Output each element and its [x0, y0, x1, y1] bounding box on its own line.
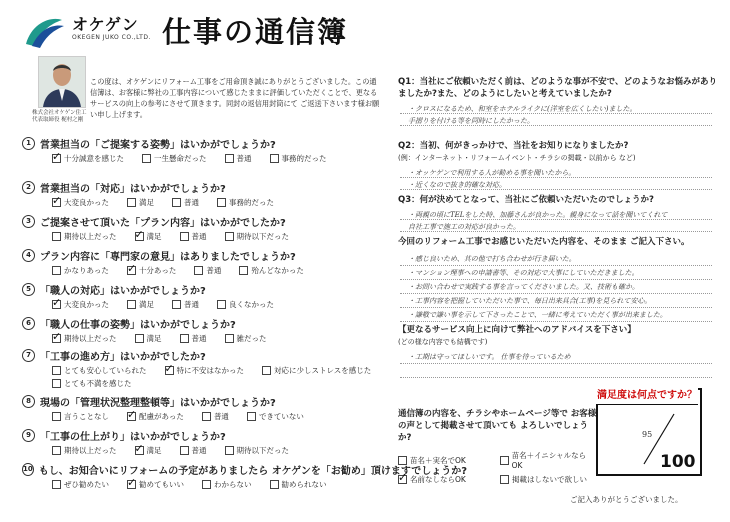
section-title: [22, 214, 372, 229]
option-label: できていない: [258, 412, 304, 421]
option-label: 配慮があった: [139, 412, 184, 421]
checkbox[interactable]: [165, 366, 174, 375]
option-label: ぜひ勧めたい: [64, 480, 109, 489]
survey-section: [22, 348, 372, 389]
section-title-text: 営業担当の「対応」はいかがでしょうか?: [40, 184, 226, 195]
survey-section: [22, 214, 372, 242]
option-label: 満足: [146, 334, 162, 343]
checkbox[interactable]: [127, 198, 136, 207]
checkbox[interactable]: [52, 446, 61, 455]
option[interactable]: [135, 333, 162, 344]
section-options: [52, 445, 372, 456]
option[interactable]: [180, 333, 207, 344]
section-options: [52, 299, 372, 310]
answer-line: [400, 230, 712, 232]
checkbox[interactable]: [202, 480, 211, 489]
option[interactable]: [52, 231, 117, 242]
option[interactable]: [52, 378, 132, 389]
survey-section: [22, 248, 372, 276]
answer-line: [400, 176, 712, 178]
option-label: 良くなかった: [229, 300, 274, 309]
checkbox[interactable]: [52, 300, 61, 309]
advice-title: [398, 324, 718, 348]
option-label: 普通: [206, 266, 222, 275]
checkbox[interactable]: [52, 154, 61, 163]
option-label: 普通: [236, 154, 252, 163]
option-label: 普通: [184, 198, 199, 207]
option-label: 満足: [139, 300, 154, 309]
option-label: 言うことなし: [64, 412, 109, 421]
checkbox[interactable]: [52, 480, 61, 489]
option-label: 事務的だった: [229, 198, 274, 207]
option-label: 十分誠意を感じた: [64, 154, 124, 163]
option[interactable]: [127, 479, 184, 490]
q1-answer: ・クロスになるため、和室をホテルライクに(洋室を広くしたい)ました。: [408, 105, 637, 113]
section-options: [52, 479, 372, 490]
section-title: [22, 394, 372, 409]
section-number: 3: [22, 215, 35, 228]
publish-option[interactable]: [398, 450, 490, 470]
company-logo-icon: [22, 14, 66, 50]
option[interactable]: [52, 479, 109, 490]
checkbox[interactable]: [52, 379, 61, 388]
option[interactable]: [127, 197, 154, 208]
checkbox[interactable]: [180, 446, 189, 455]
option[interactable]: [52, 445, 117, 456]
publish-option-label: 苗名＋実名でOK: [410, 455, 466, 465]
option[interactable]: [270, 479, 327, 490]
option-label: 普通: [191, 232, 207, 241]
section-options: [52, 197, 372, 208]
option-label: 期待以上だった: [64, 334, 117, 343]
checkbox[interactable]: [247, 412, 256, 421]
advice-answer: ・工期は守ってほしいです。 仕事を待っているため: [408, 353, 571, 361]
publish-option[interactable]: [398, 474, 490, 485]
publish-question: 通信簿の内容を、チラシやホームページ等で お客様の声として掲載させて頂いても よろしいでしょうか?: [398, 409, 597, 443]
section-title-text: 「工事の進め方」はいかがでしたか?: [40, 352, 206, 363]
option-label: 期待以上だった: [64, 232, 117, 241]
impression-line: ・工事内容を把握していただいた事で、毎日出来具合(工事)を見られて安心。: [408, 297, 652, 305]
option-label: 期待以下だった: [236, 232, 289, 241]
section-options: [52, 365, 372, 389]
option-label: かなりあった: [64, 266, 109, 275]
checkbox[interactable]: [194, 266, 203, 275]
q1-answer-2: 手摺りを付ける等を同時にしたかった。: [408, 117, 534, 125]
option-label: 殆んどなかった: [251, 266, 304, 275]
question-q2: [398, 140, 718, 164]
score-title: 満足度は何点ですか？: [596, 388, 698, 405]
q3-answer: ・両親の頃にTELをした時、加藤さんが良かった。親身になって話を聞いてくれて: [408, 211, 668, 219]
publish-option[interactable]: [500, 474, 592, 485]
option-label: 満足: [139, 198, 154, 207]
option-label: 特に不安はなかった: [176, 366, 244, 375]
option[interactable]: [217, 299, 274, 310]
option-label: 普通: [213, 412, 229, 421]
option-label: 普通: [184, 300, 199, 309]
option[interactable]: [165, 365, 245, 376]
q2-text: Q2：当初、何がきっかけで、当社をお知りになりましたか?: [398, 141, 629, 151]
option-label: 雑だった: [236, 334, 267, 343]
page-title: 仕事の通信簿: [162, 15, 349, 49]
section-options: [52, 333, 372, 344]
checkbox[interactable]: [225, 446, 234, 455]
section-title-text: プラン内容に「専門家の意見」はありましたでしょうか?: [40, 252, 296, 263]
option[interactable]: [52, 197, 109, 208]
answer-line: [400, 218, 712, 220]
publish-options: [398, 450, 598, 485]
option[interactable]: [52, 299, 109, 310]
publish-option[interactable]: [500, 450, 592, 470]
option[interactable]: [135, 445, 162, 456]
checkbox[interactable]: [127, 480, 136, 489]
answer-line: [400, 124, 712, 126]
option[interactable]: [135, 231, 162, 242]
section-number: 8: [22, 395, 35, 408]
option[interactable]: [127, 265, 176, 276]
option-label: 満足: [146, 232, 162, 241]
section-title: [22, 428, 372, 443]
checkbox[interactable]: [217, 300, 226, 309]
section-number: 10: [22, 463, 34, 476]
checkbox[interactable]: [127, 412, 136, 421]
option[interactable]: [52, 411, 109, 422]
q2-subtext: (例：インターネット・リフォームイベント・チラシの掲載・以前から など): [398, 154, 636, 162]
section-title-text: 「職人の対応」はいかがでしょうか?: [40, 286, 206, 297]
option-label: 期待以下だった: [236, 446, 289, 455]
q3-answer-2: 自社工事で施工の対応が良かった。: [408, 223, 520, 231]
checkbox[interactable]: [398, 456, 407, 465]
answer-line: [400, 362, 712, 364]
intro-text: この度は、オケゲンにリフォーム工事をご用命頂き誠にありがとうございました。この通信簿は、お客様に弊社の工事内容について感じたままに評価していただくことで、更なるサービスの向上の参考にさせて頂きます。同封の返信用封筒にて ご返送下さいます様お願い申し上げます。: [90, 77, 380, 119]
section-title: [22, 348, 372, 363]
checkbox[interactable]: [217, 198, 226, 207]
option[interactable]: [52, 265, 109, 276]
checkbox[interactable]: [135, 446, 144, 455]
section-title-text: 営業担当の「ご提案する姿勢」はいかがでしょうか?: [40, 140, 276, 151]
impression-prompt: 今回のリフォーム工事でお感じいただいた内容を、そのまま ご記入下さい。: [398, 237, 690, 247]
answer-line: [400, 188, 712, 190]
section-number: 2: [22, 181, 35, 194]
option[interactable]: [202, 479, 252, 490]
checkbox[interactable]: [500, 456, 509, 465]
section-title-text: もし、お知合いにリフォームの予定がありましたら オケゲンを「お勧め」頂けますでしょうか?: [38, 466, 468, 477]
section-title-text: 「職人の仕事の姿勢」はいかがでしょうか?: [40, 320, 236, 331]
option[interactable]: [262, 365, 371, 376]
checkbox[interactable]: [127, 266, 136, 275]
option[interactable]: [225, 445, 290, 456]
survey-section: [22, 394, 372, 422]
section-number: 5: [22, 283, 35, 296]
answer-line: [400, 278, 712, 280]
option-label: とても不満を感じた: [64, 379, 132, 388]
question-q1: Q1：当社にご依頼いただく前は、どのような事が不安で、どのようなお悩みがありましたか?また、どのようにしたいと考えていましたか?: [398, 77, 717, 99]
option-label: 満足: [146, 446, 162, 455]
company-subname: OKEGEN JUKO CO.,LTD.: [72, 34, 151, 41]
option-label: 事務的だった: [281, 154, 327, 163]
section-options: [52, 231, 372, 242]
checkbox[interactable]: [180, 232, 189, 241]
checkbox[interactable]: [52, 232, 61, 241]
option-label: 対応に少しストレスを感じた: [274, 366, 372, 375]
survey-section: [22, 428, 372, 456]
option[interactable]: [52, 365, 147, 376]
option[interactable]: [225, 231, 290, 242]
president-role: 株式会社オケゲン住工: [32, 110, 87, 116]
impression-line: ・マンション理事への申請書等、その対応で大事にしていただきました。: [408, 269, 639, 277]
checkbox[interactable]: [202, 412, 211, 421]
option[interactable]: [225, 333, 267, 344]
option-label: 十分あった: [138, 266, 177, 275]
option[interactable]: [239, 265, 304, 276]
section-number: 9: [22, 429, 35, 442]
checkbox[interactable]: [52, 198, 61, 207]
checkbox[interactable]: [500, 475, 509, 484]
score-value[interactable]: 95: [642, 430, 653, 439]
president-name: 梶村之剛: [61, 117, 84, 123]
section-number: 7: [22, 349, 35, 362]
section-title: [22, 282, 372, 297]
answer-line: [400, 320, 712, 322]
section-title-text: 現場の「管理状況整理整頓等」はいかがでしょうか?: [40, 398, 276, 409]
section-options: [52, 265, 372, 276]
section-options: [52, 153, 372, 164]
answer-line: [400, 292, 712, 294]
score-max: 100: [660, 452, 696, 472]
option-label: 大変良かった: [64, 300, 109, 309]
survey-section: [22, 316, 372, 344]
checkbox[interactable]: [52, 266, 61, 275]
option-label: 大変良かった: [64, 198, 109, 207]
checkbox[interactable]: [127, 300, 136, 309]
option[interactable]: [52, 333, 117, 344]
checkbox[interactable]: [52, 366, 61, 375]
section-number: 6: [22, 317, 35, 330]
publish-option-label: 苗名＋イニシャルならOK: [511, 451, 587, 470]
checkbox[interactable]: [142, 154, 151, 163]
option[interactable]: [225, 153, 252, 164]
section-title: [22, 136, 372, 151]
option[interactable]: [217, 197, 274, 208]
checkbox[interactable]: [225, 154, 234, 163]
option[interactable]: [52, 153, 124, 164]
section-title: [22, 248, 372, 263]
checkbox[interactable]: [172, 198, 181, 207]
checkbox[interactable]: [52, 412, 61, 421]
section-title: [22, 180, 372, 195]
closing-text: ご記入ありがとうございました。: [570, 495, 683, 504]
survey-section: [22, 180, 372, 208]
option[interactable]: [247, 411, 304, 422]
option[interactable]: [127, 411, 184, 422]
option[interactable]: [270, 153, 327, 164]
answer-line: [400, 306, 712, 308]
question-q3: Q3：何が決めてとなって、当社にご依頼いただいたのでしょうか?: [398, 195, 654, 205]
section-title: [22, 316, 372, 331]
checkbox[interactable]: [398, 475, 407, 484]
section-options: [52, 411, 372, 422]
advice-subtext: (どの様な内容でも結構です): [398, 338, 488, 346]
publish-option-label: 名前なしならOK: [410, 475, 466, 484]
checkbox[interactable]: [270, 154, 279, 163]
checkbox[interactable]: [225, 334, 234, 343]
option-label: 普通: [191, 334, 207, 343]
option[interactable]: [142, 153, 207, 164]
publish-option-label: 掲載はしないで欲しい: [512, 475, 587, 484]
impression-line: ・謙敬で謙い事を示して下さったことで、一緒に考えていただく事が出来ました。: [408, 311, 667, 319]
option[interactable]: [194, 265, 221, 276]
section-title: [22, 462, 468, 477]
checkbox[interactable]: [262, 366, 271, 375]
option-label: 普通: [191, 446, 207, 455]
advice-title-text: 【更なるサービス向上に向けて弊社へのアドバイスを下さい】: [398, 325, 636, 335]
option-label: 一生懸命だった: [154, 154, 207, 163]
option-label: 勧められない: [281, 480, 327, 489]
impression-line: ・お問い合わせで実践する事を言ってくださいました。又、技術も確か。: [408, 283, 639, 291]
checkbox[interactable]: [270, 480, 279, 489]
checkbox[interactable]: [180, 334, 189, 343]
answer-line: [400, 264, 712, 266]
answer-line: [400, 376, 712, 378]
checkbox[interactable]: [135, 334, 144, 343]
checkbox[interactable]: [52, 334, 61, 343]
checkbox[interactable]: [135, 232, 144, 241]
section-number: 1: [22, 137, 35, 150]
president-photo: [38, 56, 86, 108]
checkbox[interactable]: [172, 300, 181, 309]
checkbox[interactable]: [225, 232, 234, 241]
survey-section: [22, 282, 372, 310]
option[interactable]: [202, 411, 229, 422]
option-label: 期待以上だった: [64, 446, 117, 455]
option[interactable]: [180, 231, 207, 242]
option[interactable]: [172, 299, 199, 310]
option-label: 勧めてもいい: [139, 480, 184, 489]
option[interactable]: [127, 299, 154, 310]
company-name: オケゲン: [72, 15, 139, 34]
section-number: 4: [22, 249, 35, 262]
q2-answer-2: ・近くなので抜き的確な対応。: [408, 181, 506, 189]
checkbox[interactable]: [239, 266, 248, 275]
section-title-text: ご提案させて頂いた「プラン内容」はいかがでしたか?: [40, 218, 286, 229]
q2-answer: ・オッケゲンで利用する人が勧める事を聞いたから。: [408, 169, 576, 177]
option[interactable]: [172, 197, 199, 208]
option-label: とても安心していられた: [64, 366, 147, 375]
option[interactable]: [180, 445, 207, 456]
answer-line: [400, 112, 712, 114]
president-title: 代表取締役: [32, 117, 60, 123]
president-caption: [32, 110, 87, 124]
option-label: わからない: [214, 480, 252, 489]
impression-line: ・感じ良いため、其の他で打ち合わせが行き届いた。: [408, 255, 576, 263]
section-title-text: 「工事の仕上がり」はいかがでしょうか?: [40, 432, 226, 443]
survey-section: [22, 136, 372, 164]
